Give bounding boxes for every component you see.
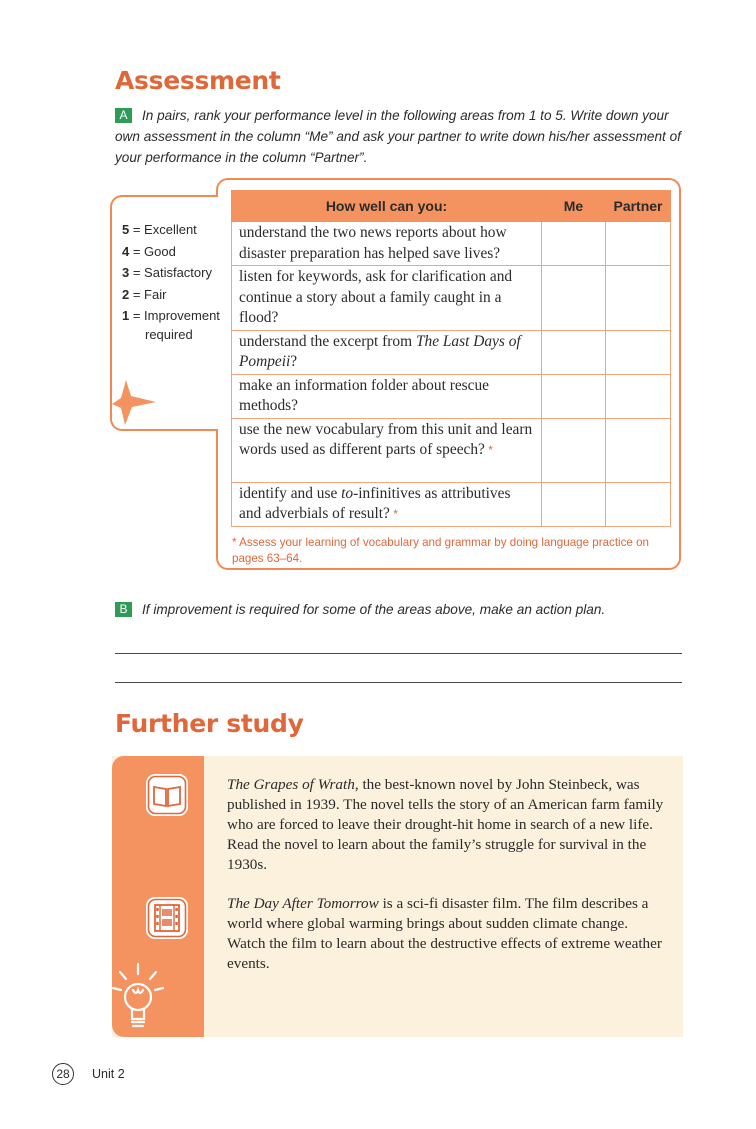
- me-cell[interactable]: [542, 374, 606, 418]
- scale-item-5: 5 = Excellent: [122, 222, 197, 237]
- partner-cell[interactable]: [606, 266, 671, 331]
- header-me: Me: [542, 191, 606, 222]
- me-cell[interactable]: [542, 222, 606, 266]
- further-study-heading: Further study: [115, 709, 304, 738]
- film-recommendation: The Day After Tomorrow is a sci-fi disaster film. The film describes a world where global warming brings about sudden climate change. Watch the film to learn about the destructive effects of extreme weather events.: [227, 895, 662, 972]
- skill-cell: understand the two news reports about how disaster preparation has helped save lives?: [232, 222, 542, 266]
- header-partner: Partner: [606, 191, 671, 222]
- unit-label: Unit 2: [92, 1067, 125, 1081]
- skill-cell: use the new vocabulary from this unit and learn words used as different parts of speech? *: [232, 418, 542, 482]
- skill-cell: understand the excerpt from The Last Days of Pompeii?: [232, 330, 542, 374]
- header-how-well: How well can you:: [232, 191, 542, 222]
- instruction-b-badge: B: [115, 602, 132, 617]
- star-icon: [112, 378, 160, 428]
- assessment-table: [231, 190, 671, 527]
- table-row: [232, 418, 671, 482]
- assessment-heading: Assessment: [115, 66, 281, 95]
- me-cell[interactable]: [542, 482, 606, 526]
- scale-item-4: 4 = Good: [122, 243, 176, 259]
- me-cell[interactable]: [542, 418, 606, 482]
- scale-item-2: 2 = Fair: [122, 286, 167, 302]
- partner-cell[interactable]: [606, 374, 671, 418]
- book-recommendation: The Grapes of Wrath, the best-known novel by John Steinbeck, was published in 1939. The novel tells the story of an American farm family who are forced to leave their drought-hit home in search of a new life. Read the novel to learn about the family’s struggle for survival in the 1930s.: [227, 776, 664, 873]
- instruction-b-text: If improvement is required for some of the areas above, make an action plan.: [142, 602, 606, 617]
- table-row: [232, 330, 671, 374]
- table-row: [232, 222, 671, 266]
- partner-cell[interactable]: [606, 482, 671, 526]
- instruction-a-text: In pairs, rank your performance level in the following areas from 1 to 5. Write down your own assessment in the column “Me” and ask your partner to write down his/her assessment of your performance in the column “Partner”.: [115, 108, 681, 165]
- table-row: [232, 374, 671, 418]
- film-title: The Day After Tomorrow: [227, 895, 379, 912]
- skill-cell: make an information folder about rescue methods?: [232, 374, 542, 418]
- me-cell[interactable]: [542, 330, 606, 374]
- page-number: 28: [52, 1063, 74, 1085]
- skill-cell: identify and use to-infinitives as attributives and adverbials of result? *: [232, 482, 542, 526]
- me-cell[interactable]: [542, 266, 606, 331]
- rating-scale: [122, 219, 232, 343]
- partner-cell[interactable]: [606, 418, 671, 482]
- book-icon: [145, 773, 189, 817]
- action-plan-line-1[interactable]: [115, 653, 682, 654]
- instruction-b: [115, 599, 690, 620]
- scale-item-3: 3 = Satisfactory: [122, 265, 212, 280]
- book-title: The Grapes of Wrath: [227, 776, 355, 793]
- table-row: [232, 266, 671, 331]
- table-row: [232, 482, 671, 526]
- skill-cell: listen for keywords, ask for clarification and continue a story about a family caught in a flood?: [232, 266, 542, 331]
- film-icon: [145, 896, 189, 940]
- assessment-footnote: * Assess your learning of vocabulary and grammar by doing language practice on pages 63–64.: [232, 536, 649, 565]
- partner-cell[interactable]: [606, 222, 671, 266]
- action-plan-line-2[interactable]: [115, 682, 682, 683]
- partner-cell[interactable]: [606, 330, 671, 374]
- instruction-a-badge: A: [115, 108, 132, 123]
- instruction-a: [115, 105, 690, 168]
- scale-item-1: 1 = Improvement required: [122, 308, 220, 342]
- lightbulb-icon: [112, 960, 172, 1038]
